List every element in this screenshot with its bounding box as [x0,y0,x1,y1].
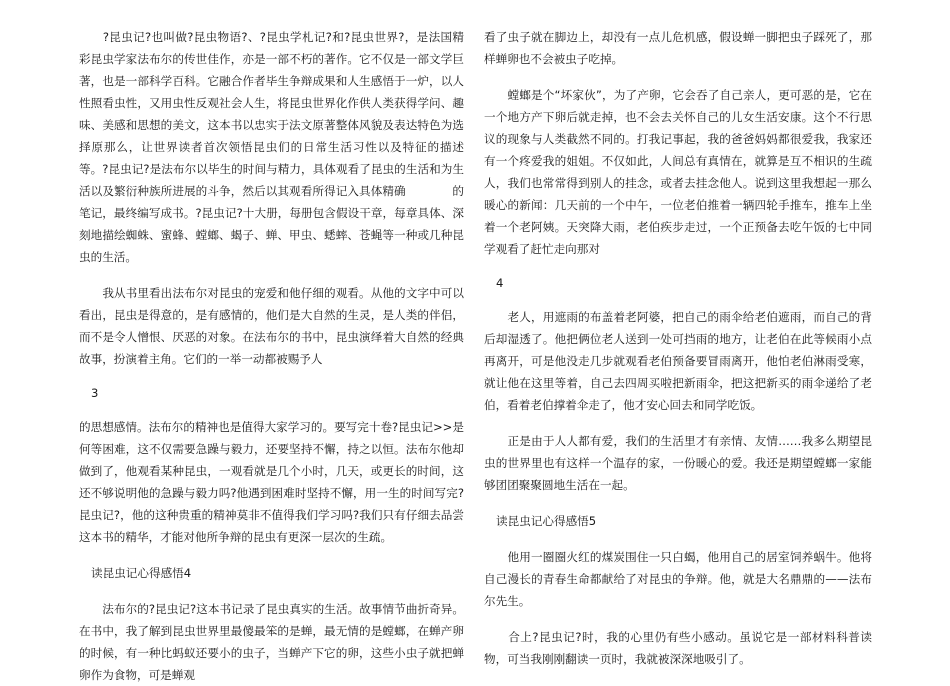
paragraph-love: 正是由于人人都有爱，我们的生活里才有亲情、友情……我多么期望昆虫的世界里也有这样一个温存的家，一份暖心的爱。我还是期望螳螂一家能够团团聚聚圆地生活在一起。 [484,434,872,492]
paragraph-cicada: 法布尔的?昆虫记?这本书记录了昆虫真实的生活。故事情节曲折奇异。在书中，我了解到昆虫世界里最傻最笨的是蝉，最无情的是螳螂，在蝉产卵的时候，有一种比蚂蚁还要小的虫子，当蝉产下它的卵，这些小虫子就把蝉卵作为食物，可是蝉观 [79,602,464,682]
left-column [79,26,464,686]
paragraph-intro: ?昆虫记?也叫做?昆虫物语?、?昆虫学札记?和?昆虫世界?，是法国精彩昆虫学家法布尔的传世佳作，亦是一部不朽的著作。它不仅是一部文学巨著，也是一部科学百科。它融合作者毕生争辩成果和人生感悟于一炉，以人性照看虫性，又用虫性反观社会人生，将昆虫世界化作供人类获得学问、趣味、美感和思想的美文，这本书以忠实于法文原著整体风貌及表达特色为选择原那么，让世界读者首次领悟昆虫们的日常生活习性以及特征的描述等。?昆虫记?是法布尔以毕生的时间与精力，具体观看了昆虫的生活和为生活以及繁衍种族所进展的斗争，然后以其观看所得记入具体精确 的笔记，最终编写成书。?昆虫记?十大册，每册包含假设干章，每章具体、深刻地描绘蜘蛛、蜜蜂、螳螂、蝎子、蝉、甲虫、蟋蟀、苍蝇等一种或几种昆虫的生活。 [79,30,464,264]
page-number: 3 [91,386,99,400]
page-number: 4 [496,276,504,290]
paragraph-spirit: 的思想感情。法布尔的精神也是值得大家学习的。要写完十卷?昆虫记>>是何等困难，这不仅需要急躁与毅力，还要坚持不懈，持之以恒。法布尔他却做到了，他观看某种昆虫，一观看就是几个小时，几天，或更长的时间，这还不够说明他的急躁与毅力吗?他遇到困难时坚持不懈，用一生的时间写完?昆虫记?，他的这种贵重的精神莫非不值得我们学习吗?我们只有仔细去品尝这本书的精华，才能对他所争辩的昆虫有更深一层次的生疏。 [79,420,464,544]
section-heading-4: 读昆虫记心得感悟4 [91,566,192,580]
section-heading-5: 读昆虫记心得感悟5 [496,514,597,528]
paragraph-author-love: 我从书里看出法布尔对昆虫的宠爱和他仔细的观看。从他的文字中可以看出，昆虫是得意的，是有感情的，他们是大自然的生灵，是人类的伴侣，而不是令人憎恨、厌恶的对象。在法布尔的书中，昆虫演绎着大自然的经典故事，扮演着主角。它们的一举一动都被赐予人 [79,286,464,366]
paragraph-closing: 合上?昆虫记?时，我的心里仍有些小感动。虽说它是一部材料科普读物，可当我刚刚翻读一页时，我就被深深地吸引了。 [484,630,872,666]
paragraph-cicada-cont: 看了虫子就在脚边上，却没有一点儿危机感，假设蝉一脚把虫子踩死了，那样蝉卵也不会被虫子吃掉。 [484,30,872,66]
paragraph-old-couple: 老人，用遮雨的布盖着老阿婆，把自己的雨伞给老伯遮雨，而自己的背后却湿透了。他把俩位老人送到一处可挡雨的地方，让老伯在此等候雨小点再离开，可是他没走几步就观看老伯预备要冒雨离开，他怕老伯淋雨受寒，就让他在这里等着，自己去四周买啦把新雨伞，把这把新买的雨伞递给了老伯，看着老伯撑着伞走了，他才安心回去和同学吃饭。 [484,310,872,412]
paragraph-mantis: 螳螂是个“坏家伙”，为了产卵，它会吞了自己亲人，更可恶的是，它在一个地方产下卵后就走掉，也不会去关怀自己的儿女生活安康。这个不行思议的现象与人类截然不同的。打我记事起，我的爸爸妈妈都很爱我，我家还有一个疼爱我的姐姐。不仅如此，人间总有真情在，就算是互不相识的生疏人，我们也常常得到别人的挂念，或者去挂念他人。说到这里我想起一那么暖心的新闻：几天前的一个中午，一位老伯推着一辆四轮手推车，推车上坐着一个老阿姨。天突降大雨，老伯疾步走过，一个正预备去吃午饭的七中同学观看了赶忙走向那对 [484,88,872,256]
right-column [484,26,872,670]
paragraph-fabre: 他用一圈圈火红的煤炭围住一只白蝎，他用自己的居室饲养蜗牛。他将自己漫长的青春生命都献给了对昆虫的争辩。他，就是大名鼎鼎的——法布尔先生。 [484,550,872,608]
